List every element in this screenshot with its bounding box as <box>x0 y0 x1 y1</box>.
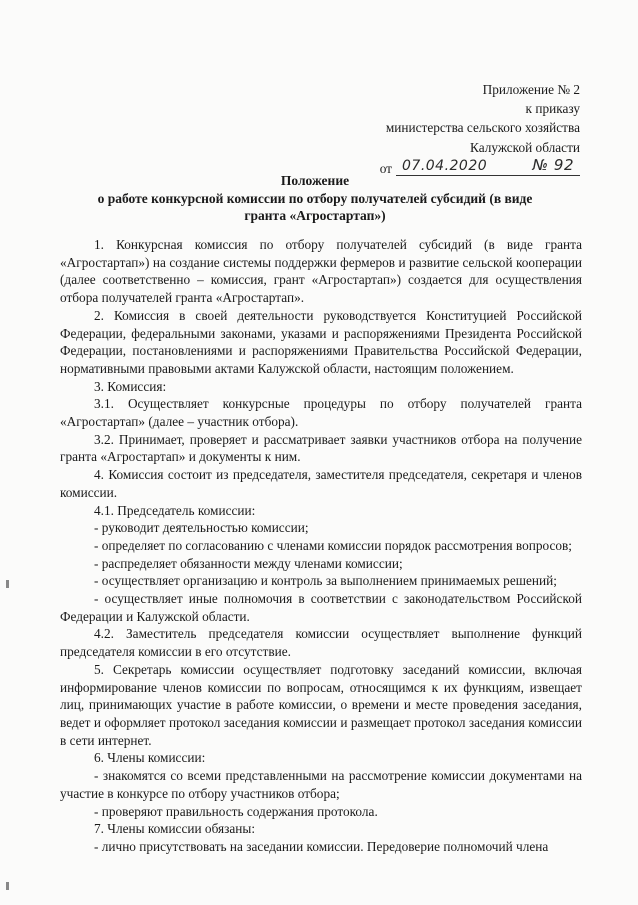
list-item: - осуществляет организацию и контроль за выполнением принимаемых решений; <box>94 573 557 589</box>
appendix-ministry: министерства сельского хозяйства <box>385 120 580 136</box>
list-item: - лично присутствовать на заседании комиссии. Передоверие полномочий члена <box>94 838 549 854</box>
handwritten-date: 07.04.2020 <box>402 157 488 174</box>
appendix-number: Приложение № 2 <box>482 82 580 97</box>
paragraph: 1. Конкурсная комиссия по отбору получателей субсидий (в виде гранта «Агростартап») на создание системы поддержки фермеров и развитие сельской кооперации (далее соответственно – комиссия, грант «Агростартап») создается для осуществления отбора получателей гранта «Агростартап». <box>60 237 582 306</box>
paragraph: 4. Комиссия состоит из председателя, заместителя председателя, секретаря и членов комиссии. <box>60 467 582 500</box>
paragraph: 4.1. Председатель комиссии: <box>94 502 256 518</box>
list-item: - руководит деятельностью комиссии; <box>94 520 309 536</box>
paragraph: 5. Секретарь комиссии осуществляет подготовку заседаний комиссии, включая информирование членов комиссии по вопросам, относящимся к их функциям, извещает лиц, принимающих участие в работе комиссии, о времени и месте проведения заседания, ведет и оформляет протокол заседания комиссии и размещает протокол заседания комиссии в сети интернет. <box>60 661 582 748</box>
list-item: - осуществляет иные полномочия в соответствии с законодательством Российской Федерации и Калужской области. <box>60 591 582 624</box>
appendix-region: Калужской области <box>470 139 580 155</box>
appendix-to-order: к приказу <box>525 101 580 117</box>
scan-mark-left-bottom <box>6 882 9 890</box>
paragraph: 4.2. Заместитель председателя комиссии осуществляет выполнение функций председателя комиссии в его отсутствие. <box>60 626 582 660</box>
paragraph: 6. Члены комиссии: <box>94 750 206 766</box>
paragraph: 3.1. Осуществляет конкурсные процедуры по отбору получателей гранта «Агростартап» (далее – участник отбора). <box>60 396 582 430</box>
list-item: - определяет по согласованию с членами комиссии порядок рассмотрения вопросов; <box>94 537 573 553</box>
title-line-2: о работе конкурсной комиссии по отбору получателей субсидий (в виде <box>97 190 533 206</box>
title-line-3: гранта «Агростартап») <box>244 208 386 223</box>
document-body <box>60 236 582 856</box>
handwritten-number: № 92 <box>532 155 574 174</box>
paragraph: 3.2. Принимает, проверяет и рассматривает заявки участников отбора на получение гранта «Агростартап» и документы к ним. <box>60 431 582 465</box>
paragraph: 2. Комиссия в своей деятельности руководствуется Конституцией Российской Федерации, федеральными законами, указами и распоряжениями Президента Российской Федерации, постановлениями и распоряжениями Правительства Российской Федерации, нормативными правовыми актами Калужской области, настоящим положением. <box>60 307 582 376</box>
list-item: - проверяют правильность содержания протокола. <box>94 803 378 819</box>
title-line-1: Положение <box>280 173 350 188</box>
scan-mark-left <box>6 580 9 588</box>
list-item: - распределяет обязанности между членами комиссии; <box>94 555 403 571</box>
document-title <box>60 172 570 225</box>
appendix-header <box>290 80 580 179</box>
list-item: - знакомятся со всеми представленными на рассмотрение комиссии документами на участие в конкурсе по отбору участников отбора; <box>60 768 582 801</box>
paragraph: 3. Комиссия: <box>94 378 167 394</box>
paragraph: 7. Члены комиссии обязаны: <box>94 821 256 837</box>
from-label: от <box>379 160 392 176</box>
